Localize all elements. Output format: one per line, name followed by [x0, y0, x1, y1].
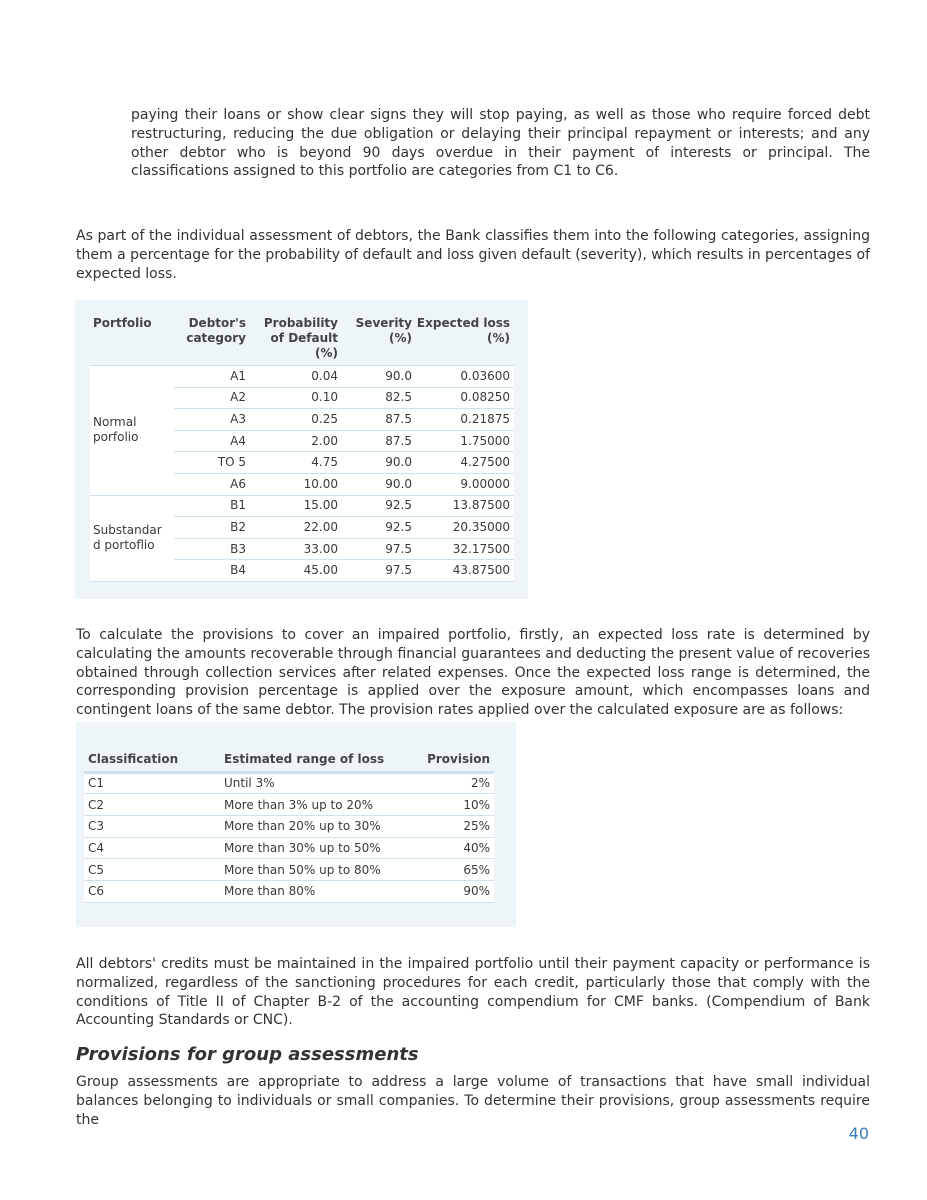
severity: 90.0: [342, 452, 416, 474]
expected-loss: 43.87500: [416, 560, 514, 582]
individual-assessment-paragraph: As part of the individual assessment of debtors, the Bank classifies them into the following categories, assigning them a percentage for the probability of default and loss given default (severity), which results in percentages of expected loss.: [76, 228, 870, 282]
probability-of-default: 10.00: [250, 473, 342, 495]
group-normal-portfolio: Normal porfolio: [90, 366, 174, 496]
classification: C4: [84, 837, 220, 859]
provision: 10%: [410, 794, 494, 816]
expected-loss: 4.27500: [416, 452, 514, 474]
expected-loss: 13.87500: [416, 495, 514, 517]
severity: 87.5: [342, 409, 416, 431]
severity: 97.5: [342, 538, 416, 560]
probability-of-default: 0.25: [250, 409, 342, 431]
expected-loss: 20.35000: [416, 517, 514, 539]
severity: 90.0: [342, 473, 416, 495]
debtor-category: A4: [174, 430, 250, 452]
header-classification: Classification: [84, 752, 220, 772]
probability-of-default: 0.04: [250, 366, 342, 388]
probability-of-default: 33.00: [250, 538, 342, 560]
intro-paragraph: paying their loans or show clear signs they will stop paying, as well as those who require forced debt restructuring, reducing the due obligation or delaying their principal repayment or interests; and any other debtor who is beyond 90 days overdue in their payment of interests or principal. The classifications assigned to this portfolio are categories from C1 to C6.: [131, 107, 870, 180]
table-row: [84, 880, 494, 902]
expected-loss: 1.75000: [416, 430, 514, 452]
table-row: [84, 772, 494, 794]
probability-of-default: 15.00: [250, 495, 342, 517]
severity: 97.5: [342, 560, 416, 582]
provision: 65%: [410, 859, 494, 881]
debtor-category: B2: [174, 517, 250, 539]
debtor-category: B4: [174, 560, 250, 582]
expected-loss: 32.17500: [416, 538, 514, 560]
table-row: [84, 859, 494, 881]
estimated-range: Until 3%: [220, 772, 410, 794]
header-severity: Severity (%): [342, 316, 416, 366]
table-row: [90, 495, 514, 517]
classification: C1: [84, 772, 220, 794]
header-provision: Provision: [410, 752, 494, 772]
provision-calculation-paragraph: To calculate the provisions to cover an impaired portfolio, firstly, an expected loss rate is determined by calculating the amounts recoverable through financial guarantees and deducting the present value of recoveries obtained through collection services after related expenses. Once the expected loss range is determined, the corresponding provision percentage is applied over the exposure amount, which encompasses loans and contingent loans of the same debtor. The provision rates applied over the calculated exposure are as follows:: [76, 627, 870, 719]
classification: C5: [84, 859, 220, 881]
page-number: 40: [848, 1124, 869, 1143]
debtor-category: A3: [174, 409, 250, 431]
provision: 2%: [410, 772, 494, 794]
debtor-category: A2: [174, 387, 250, 409]
header-estimated-range: Estimated range of loss: [220, 752, 410, 772]
probability-of-default: 4.75: [250, 452, 342, 474]
severity: 92.5: [342, 517, 416, 539]
expected-loss: 0.08250: [416, 387, 514, 409]
debtor-category: A6: [174, 473, 250, 495]
severity: 90.0: [342, 366, 416, 388]
estimated-range: More than 30% up to 50%: [220, 837, 410, 859]
debtor-category: B3: [174, 538, 250, 560]
estimated-range: More than 20% up to 30%: [220, 815, 410, 837]
probability-of-default: 2.00: [250, 430, 342, 452]
expected-loss: 0.21875: [416, 409, 514, 431]
severity: 92.5: [342, 495, 416, 517]
header-portfolio: Portfolio: [90, 316, 174, 366]
provision: 40%: [410, 837, 494, 859]
impaired-portfolio-paragraph: All debtors' credits must be maintained in the impaired portfolio until their payment capacity or performance is normalized, regardless of the sanctioning procedures for each credit, particularly those that comply with the conditions of Title II of Chapter B-2 of the accounting compendium for CMF banks. (Compendium of Bank Accounting Standards or CNC).: [76, 956, 870, 1029]
provision: 90%: [410, 880, 494, 902]
severity: 87.5: [342, 430, 416, 452]
table-row: [90, 366, 514, 388]
group-substandard-portfolio: Substandar d portoflio: [90, 495, 174, 581]
table-row: [84, 794, 494, 816]
debtor-category: B1: [174, 495, 250, 517]
expected-loss: 9.00000: [416, 473, 514, 495]
debtor-category-table: [90, 316, 514, 582]
classification: C3: [84, 815, 220, 837]
provision: 25%: [410, 815, 494, 837]
header-probability-of-default: Probability of Default (%): [250, 316, 342, 366]
estimated-range: More than 80%: [220, 880, 410, 902]
table-row: [84, 837, 494, 859]
classification: C2: [84, 794, 220, 816]
expected-loss: 0.03600: [416, 366, 514, 388]
header-debtor-category: Debtor's category: [174, 316, 250, 366]
probability-of-default: 22.00: [250, 517, 342, 539]
section-heading: Provisions for group assessments: [76, 1044, 419, 1065]
debtor-category: A1: [174, 366, 250, 388]
estimated-range: More than 3% up to 20%: [220, 794, 410, 816]
estimated-range: More than 50% up to 80%: [220, 859, 410, 881]
table-row: [84, 815, 494, 837]
header-expected-loss: Expected loss (%): [416, 316, 514, 366]
group-assessments-paragraph: Group assessments are appropriate to address a large volume of transactions that have small individual balances belonging to individuals or small companies. To determine their provisions, group assessments require the: [76, 1074, 870, 1128]
provision-rates-table: [84, 752, 494, 903]
severity: 82.5: [342, 387, 416, 409]
probability-of-default: 0.10: [250, 387, 342, 409]
classification: C6: [84, 880, 220, 902]
probability-of-default: 45.00: [250, 560, 342, 582]
debtor-category: TO 5: [174, 452, 250, 474]
